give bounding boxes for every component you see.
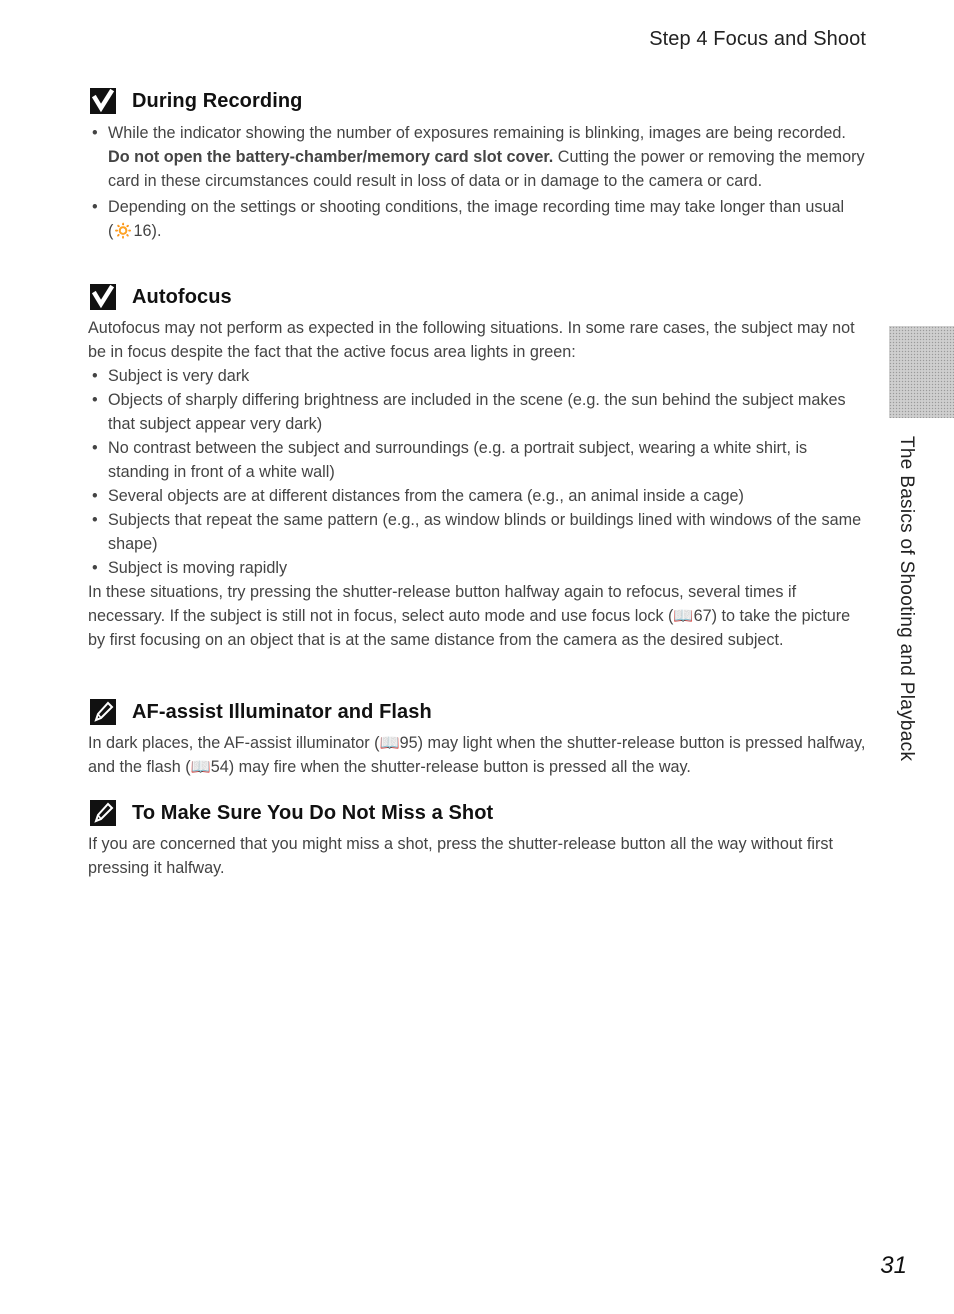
list-item: • Several objects are at different distances from the camera (e.g., an animal inside a cage) — [88, 484, 868, 508]
section-heading — [90, 282, 868, 312]
section-outro: In these situations, try pressing the shutter-release button halfway again to refocus, several times if necessary. If the subject is still not in focus, select auto mode and use focus lock (📖67) to take the picture by first focusing on an object that is at the same distance from the camera as the desired subject. — [88, 583, 851, 649]
chapter-tab-marker — [889, 326, 954, 418]
section-heading — [90, 697, 868, 727]
caution-icon — [90, 88, 116, 114]
note-pencil-icon — [90, 800, 116, 826]
section-title: AF-assist Illuminator and Flash — [132, 700, 432, 723]
list-item: • Depending on the settings or shooting conditions, the image recording time may take longer than usual (🔅16). — [88, 195, 868, 243]
page-number: 31 — [880, 1252, 907, 1279]
list-item: • No contrast between the subject and surroundings (e.g. a portrait subject, wearing a white shirt, is standing in front of a white wall) — [88, 436, 868, 484]
list-item: • Subject is very dark — [88, 364, 868, 388]
section-autofocus — [88, 282, 868, 652]
section-during-recording — [88, 86, 868, 243]
note-pencil-icon — [90, 699, 116, 725]
list-item: • Objects of sharply differing brightness are included in the scene (e.g. the sun behind the subject makes that subject appear very dark) — [88, 388, 868, 436]
caution-icon — [90, 284, 116, 310]
section-body: If you are concerned that you might miss a shot, press the shutter-release button all the way without first pressing it halfway. — [88, 835, 833, 877]
section-af-assist — [88, 697, 868, 779]
section-intro: Autofocus may not perform as expected in the following situations. In some rare cases, the subject may not be in focus despite the fact that the active focus area lights in green: — [88, 319, 855, 361]
section-heading — [90, 798, 868, 828]
section-miss-shot — [88, 798, 868, 880]
section-heading — [90, 86, 868, 116]
bullet-list — [88, 121, 868, 243]
chapter-tab-label: The Basics of Shooting and Playback — [896, 436, 917, 762]
section-body: In dark places, the AF-assist illuminator (📖95) may light when the shutter-release button is pressed halfway, and the flash (📖54) may fire when the shutter-release button is pressed all the way. — [88, 734, 866, 776]
list-item: • Subject is moving rapidly — [88, 556, 868, 580]
list-item: • Subjects that repeat the same pattern (e.g., as window blinds or buildings lined with windows of the same shape) — [88, 508, 868, 556]
list-item: • While the indicator showing the number of exposures remaining is blinking, images are being recorded. Do not open the battery-chamber/memory card slot cover. Cutting the power or removing the memory card in these circumstances could result in loss of data or in damage to the camera or card. — [88, 121, 868, 193]
section-title: To Make Sure You Do Not Miss a Shot — [132, 801, 494, 824]
section-title: Autofocus — [132, 285, 232, 308]
bullet-list — [88, 364, 868, 580]
page-header: Step 4 Focus and Shoot — [649, 28, 866, 50]
section-title: During Recording — [132, 89, 303, 112]
